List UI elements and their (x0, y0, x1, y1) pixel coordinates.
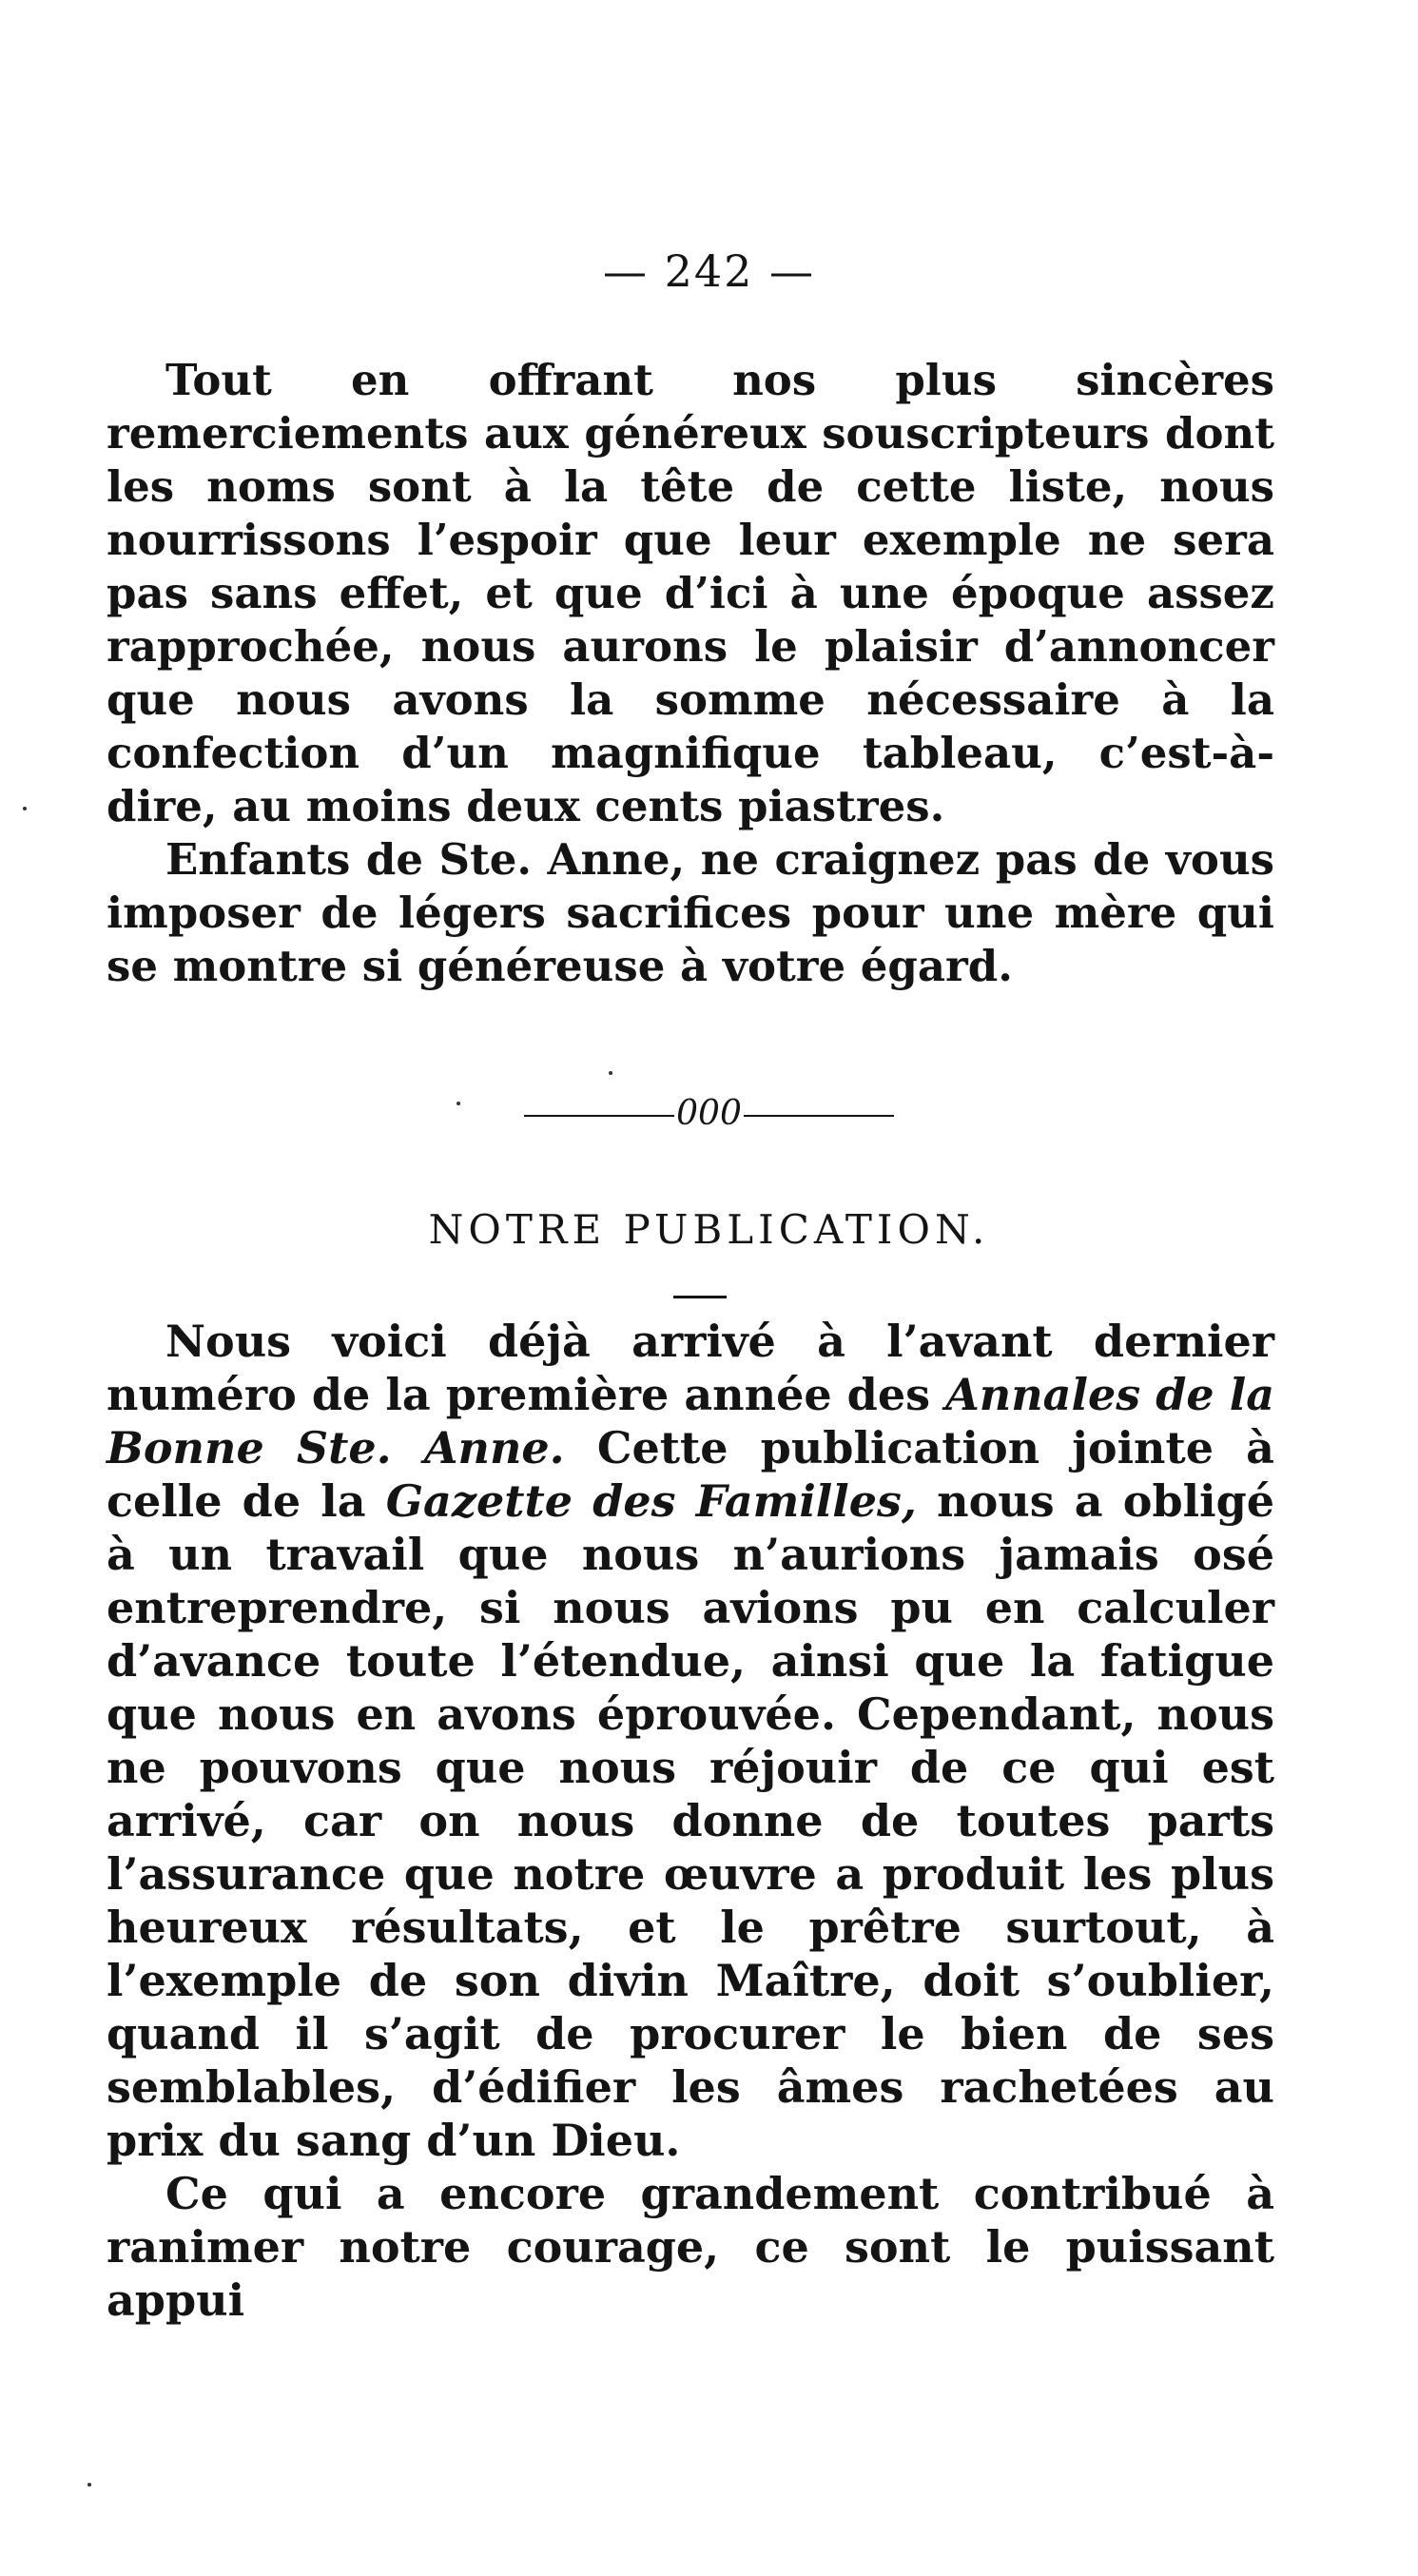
body-paragraph (107, 1315, 1274, 2167)
section-title: NOTRE PUBLICATION. (428, 1206, 990, 1253)
print-speck (87, 2483, 91, 2487)
body-text: Nous voici déjà arrivé à l’avant dernier numéro de la première année des (107, 1316, 1274, 1420)
page-number: — 242 — (602, 245, 816, 297)
print-speck (23, 807, 27, 810)
journal-title: Annales de la Bonne Ste. Anne. (107, 1369, 1274, 1473)
journal-title: Gazette des Familles, (385, 1475, 917, 1527)
divider-rule-left (524, 1115, 674, 1117)
divider-rule-right (744, 1115, 894, 1117)
section-body (107, 1315, 1274, 2327)
title-underline (673, 1296, 727, 1298)
body-text: Cette publication jointe à celle de la (107, 1422, 1274, 1527)
section-divider (0, 1094, 1418, 1133)
body-text: nous a obligé à un travail que nous n’aurions jamais osé entreprendre, si nous avions pu en calculer d’avance toute l’étendue, ainsi que la fatigue que nous en avons éprouvée. Cependant, nous ne pouvons que nous réjouir de ce qui est arrivé, car on nous donne de toutes parts l’assurance que notre œuvre a produit les plus heureux résultats, et le prêtre surtout, à l’exemple de son divin Maître, doit s’oublier, quand il s’agit de procurer le bien de ses semblables, d’édifier les âmes rachetées au prix du sang d’un Dieu. (107, 1475, 1274, 2166)
print-speck (609, 1071, 612, 1075)
body-paragraph: Ce qui a encore grandement contribué à ranimer notre courage, ce sont le puissant appui (107, 2168, 1274, 2326)
intro-text (107, 354, 1274, 993)
intro-paragraph: Enfants de Ste. Anne, ne craignez pas de vous imposer de légers sacrifices pour une mère qui se montre si généreuse à votre égard. (107, 834, 1274, 991)
print-speck (456, 1102, 460, 1105)
intro-paragraph: Tout en offrant nos plus sincères remerciements aux généreux souscripteurs dont les noms sont à la tête de cette liste, nous nourrissons l’espoir que leur exemple ne sera pas sans effet, et que d’ici à une époque assez rapprochée, nous aurons le plaisir d’annoncer que nous avons la somme nécessaire à la confection d’un magnifique tableau, c’est-à-dire, au moins deux cents piastres. (107, 355, 1274, 831)
divider-label: 000 (676, 1094, 742, 1133)
